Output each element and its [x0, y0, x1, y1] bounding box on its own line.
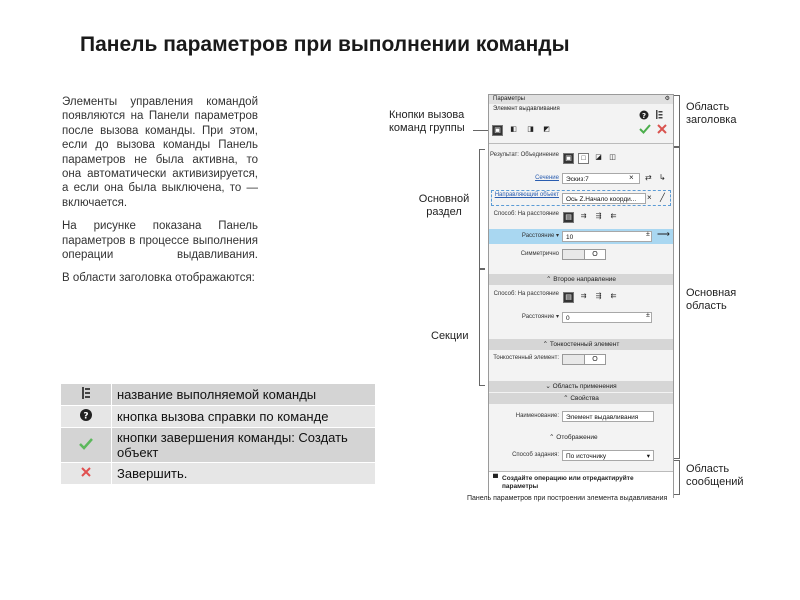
message-icon: ▀	[493, 475, 498, 482]
arrow-right-icon: ⟶	[657, 229, 670, 239]
name-input[interactable]: Элемент выдавливания	[562, 411, 654, 422]
command-name-icon	[61, 384, 112, 406]
group-button[interactable]: ▣	[492, 125, 503, 136]
command-name-icon	[654, 109, 664, 122]
direction-value: Ось Z.Начало коорди...	[566, 196, 637, 203]
callout-main-area: Основная область	[686, 287, 737, 312]
thin-wall-toggle[interactable]: О	[562, 354, 606, 365]
page-title: Панель параметров при выполнении команды	[80, 33, 570, 56]
checkmark-icon	[61, 428, 112, 463]
panel-titlebar	[489, 95, 673, 104]
legend-row	[61, 463, 376, 485]
distance-label[interactable]: Расстояние ▾	[521, 233, 559, 239]
message-area	[489, 471, 673, 498]
bracket	[674, 460, 680, 495]
checkmark-icon[interactable]	[639, 123, 651, 137]
command-name: Элемент выдавливания	[493, 106, 560, 112]
plusminus-icon[interactable]: ±	[646, 231, 650, 238]
panel-figure	[385, 87, 765, 507]
svg-text:?: ?	[641, 112, 647, 120]
bracket	[479, 149, 485, 269]
description-text	[62, 95, 258, 295]
legend-row	[61, 384, 376, 406]
close-x-icon	[61, 463, 112, 485]
legend-text: Завершить.	[112, 463, 376, 485]
legend-text: кнопка вызова справки по команде	[112, 406, 376, 428]
description-paragraph: В области заголовка отображаются:	[62, 272, 255, 285]
section-second-direction[interactable]: ⌃ Второе направление	[489, 274, 673, 285]
clear-icon[interactable]: ×	[629, 173, 634, 182]
method-button[interactable]: ⇶	[595, 293, 602, 300]
method-button[interactable]: ⇇	[610, 213, 617, 220]
legend-row	[61, 406, 376, 428]
close-x-icon[interactable]	[656, 123, 668, 137]
figure-caption: Панель параметров при построении элемента выдавливания	[467, 495, 668, 502]
group-button[interactable]: ◩	[543, 126, 550, 133]
spec-label: Способ задания:	[512, 452, 559, 458]
distance2-input[interactable]: 0	[562, 312, 652, 323]
parameters-panel	[488, 94, 674, 498]
section-thin-wall[interactable]: ⌃ Тонкостенный элемент	[489, 339, 673, 350]
name-label: Наименование:	[515, 413, 559, 419]
method-button[interactable]: ⇇	[610, 293, 617, 300]
method-button[interactable]: ⇶	[595, 213, 602, 220]
method2-label: Способ: На расстояние	[493, 291, 559, 297]
bracket	[479, 269, 485, 386]
plusminus-icon[interactable]: ±	[646, 312, 650, 319]
distance-input[interactable]: 10	[562, 231, 652, 242]
sketch-value: Эскиз:7	[566, 176, 589, 183]
panel-title: Параметры	[493, 96, 525, 102]
method-label: Способ: На расстояние	[493, 211, 559, 217]
legend-row	[61, 428, 376, 463]
divider	[489, 143, 673, 144]
callout-main-section: Основной раздел	[418, 193, 470, 218]
result-button[interactable]: ◪	[595, 154, 602, 161]
symmetric-label: Симметрично	[520, 251, 559, 257]
bracket	[674, 95, 680, 147]
description-paragraph: На рисунке показана Панель параметров в процессе выполнения операции выдавливания.	[62, 220, 258, 262]
legend-table	[60, 383, 376, 485]
result-button[interactable]: ▣	[563, 153, 574, 164]
callout-header-area: Область заголовка	[686, 101, 737, 126]
settings-icon[interactable]: ⚙	[664, 96, 670, 102]
flip-icon[interactable]: ⇄	[645, 173, 652, 182]
callout-message-area: Область сообщений	[686, 463, 744, 488]
direction-label[interactable]: Направляющий объект	[494, 192, 559, 198]
group-button[interactable]: ◨	[527, 126, 534, 133]
distance2-label[interactable]: Расстояние ▾	[521, 314, 559, 320]
svg-text:?: ?	[83, 411, 89, 422]
result-button[interactable]: □	[578, 153, 589, 164]
sketch-label[interactable]: Сечение	[535, 175, 559, 181]
callout-line	[473, 130, 489, 131]
group-button[interactable]: ◧	[510, 126, 517, 133]
result-button[interactable]: ◫	[609, 154, 616, 161]
help-icon[interactable]	[639, 110, 649, 122]
legend-text: кнопки завершения команды: Создать объект	[112, 428, 376, 463]
bracket	[674, 147, 680, 459]
spec-select[interactable]: По источнику ▾	[562, 450, 654, 461]
section-properties[interactable]: ⌃ Свойства	[489, 393, 673, 404]
method-button[interactable]: ▤	[563, 292, 574, 303]
select-icon[interactable]: ↳	[659, 173, 666, 182]
direction-field[interactable]	[562, 193, 646, 204]
callout-sections: Секции	[431, 330, 469, 342]
result-label: Результат: Объединение	[490, 152, 559, 158]
help-icon	[61, 406, 112, 428]
chevron-down-icon: ▾	[646, 453, 650, 460]
description-paragraph: Элементы управления командой появляются на Панели параметров после вызова команды. При этом, если до вызова команды Панель параметров не была активна, то она автоматически активизируется, а если она была выключена, то — включается.	[62, 96, 258, 209]
message-text: Создайте операцию или отредактируйте параметры	[502, 475, 634, 490]
legend-text: название выполняемой команды	[112, 384, 376, 406]
display-subsection[interactable]: ⌃ Отображение	[549, 434, 598, 441]
pick-icon[interactable]: ╱	[660, 193, 665, 202]
thin-wall-label: Тонкостенный элемент:	[493, 355, 559, 361]
method-button[interactable]: ⇉	[580, 293, 587, 300]
section-apply-area[interactable]: ⌄ Область применения	[489, 381, 673, 392]
method-button[interactable]: ⇉	[580, 213, 587, 220]
callout-group-buttons: Кнопки вызова команд группы	[389, 109, 465, 134]
method-button[interactable]: ▤	[563, 212, 574, 223]
clear-icon[interactable]: ×	[647, 193, 652, 202]
symmetric-toggle[interactable]: О	[562, 249, 606, 260]
